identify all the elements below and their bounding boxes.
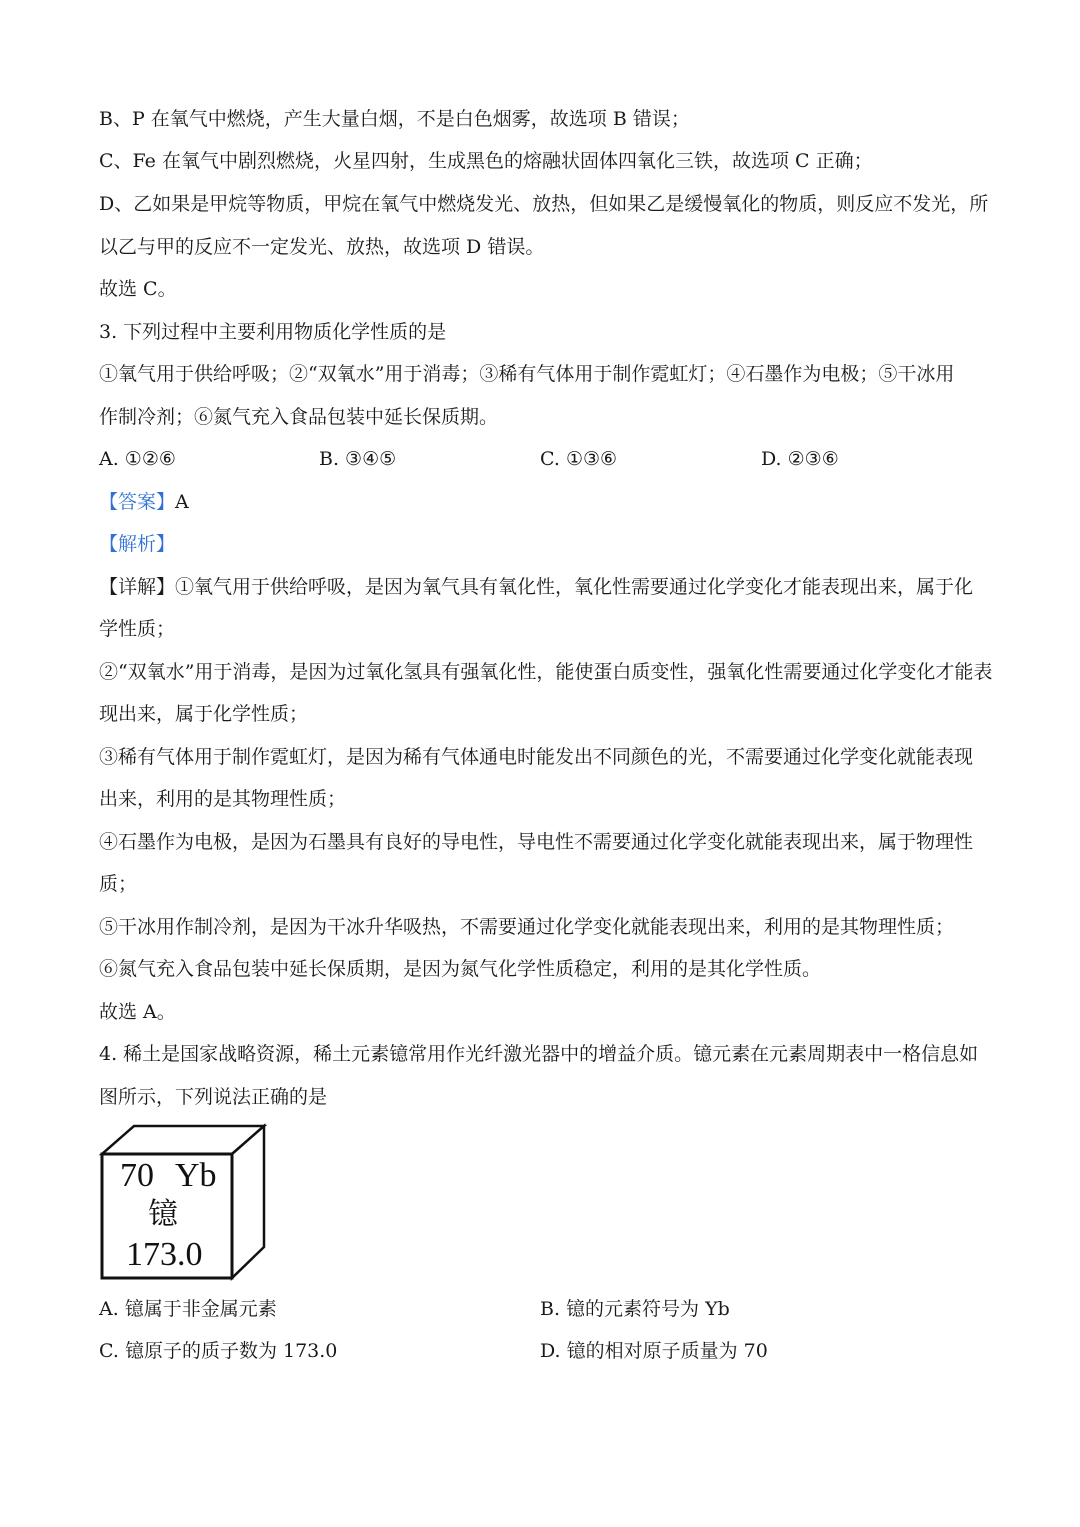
q3-detail-line10: ⑥氮气充入食品包装中延长保质期，是因为氮气化学性质稳定，利用的是其化学性质。 [99, 958, 822, 980]
q3-conclusion: 故选 A。 [99, 1001, 176, 1023]
q3-detail-line5: ③稀有气体用于制作霓虹灯，是因为稀有气体通电时能发出不同颜色的光，不需要通过化学变化就能表现 [99, 746, 974, 768]
q3-detail-line8: 质； [99, 873, 138, 895]
prev-conclusion: 故选 C。 [99, 278, 177, 300]
element-card-figure [98, 1122, 268, 1282]
q4-option-d: D. 镱的相对原子质量为 70 [540, 1340, 768, 1362]
q4-option-c: C. 镱原子的质子数为 173.0 [99, 1340, 338, 1362]
element-atomic-number: 70 [120, 1157, 154, 1194]
answer-tag: 【答案】 [99, 491, 176, 513]
element-symbol: Yb [175, 1157, 217, 1194]
prev-option-d-analysis-line1: D、乙如果是甲烷等物质，甲烷在氧气中燃烧发光、放热，但如果乙是缓慢氧化的物质，则反应不发光，所 [99, 193, 989, 215]
q3-detail-line6: 出来，利用的是其物理性质； [99, 788, 347, 810]
answer-value: A [175, 491, 189, 513]
analysis-tag: 【解析】 [99, 533, 176, 555]
q3-detail-line2: 学性质； [99, 618, 176, 640]
q3-detail-line4: 现出来，属于化学性质； [99, 703, 309, 725]
q3-analysis [99, 531, 175, 557]
q3-items-line1: ①氧气用于供给呼吸；②“双氧水”用于消毒；③稀有气体用于制作霓虹灯；④石墨作为电极；⑤干冰用 [99, 363, 955, 385]
prev-option-d-analysis-line2: 以乙与甲的反应不一定发光、放热，故选项 D 错误。 [99, 236, 545, 258]
detail-1a: ①氧气用于供给呼吸，是因为氧气具有氧化性，氧化性需要通过化学变化才能表现出来，属于化 [175, 576, 974, 598]
q4-option-b: B. 镱的元素符号为 Yb [540, 1298, 730, 1320]
q3-option-c: C. ①③⑥ [540, 448, 618, 470]
q3-items-line2: 作制冷剂；⑥氮气充入食品包装中延长保质期。 [99, 406, 499, 428]
q3-detail-line3: ②“双氧水”用于消毒，是因为过氧化氢具有强氧化性，能使蛋白质变性，强氧化性需要通过化学变化才能表 [99, 661, 993, 683]
q3-stem: 3. 下列过程中主要利用物质化学性质的是 [99, 321, 447, 343]
q3-detail-line1 [99, 574, 973, 600]
q3-option-d: D. ②③⑥ [761, 448, 839, 470]
q3-detail-line7: ④石墨作为电极，是因为石墨具有良好的导电性，导电性不需要通过化学变化就能表现出来，属于物理性 [99, 831, 974, 853]
q3-option-a: A. ①②⑥ [99, 448, 176, 470]
prev-option-b-analysis: B、P 在氧气中燃烧，产生大量白烟，不是白色烟雾，故选项 B 错误； [99, 108, 690, 130]
detail-tag: 【详解】 [99, 576, 176, 598]
q4-stem-line2: 图所示，下列说法正确的是 [99, 1086, 328, 1108]
q4-stem-line1: 4. 稀土是国家战略资源，稀土元素镱常用作光纤激光器中的增益介质。镱元素在元素周期表中一格信息如 [99, 1043, 979, 1065]
element-atomic-mass: 173.0 [126, 1236, 203, 1273]
q4-option-a: A. 镱属于非金属元素 [99, 1298, 277, 1320]
q3-option-b: B. ③④⑤ [319, 448, 397, 470]
prev-option-c-analysis: C、Fe 在氧气中剧烈燃烧，火星四射，生成黑色的熔融状固体四氧化三铁，故选项 C 正确； [99, 150, 873, 172]
q3-detail-line9: ⑤干冰用作制冷剂，是因为干冰升华吸热，不需要通过化学变化就能表现出来，利用的是其物理性质； [99, 916, 955, 938]
element-name: 镱 [148, 1197, 178, 1232]
q3-answer [99, 489, 189, 515]
